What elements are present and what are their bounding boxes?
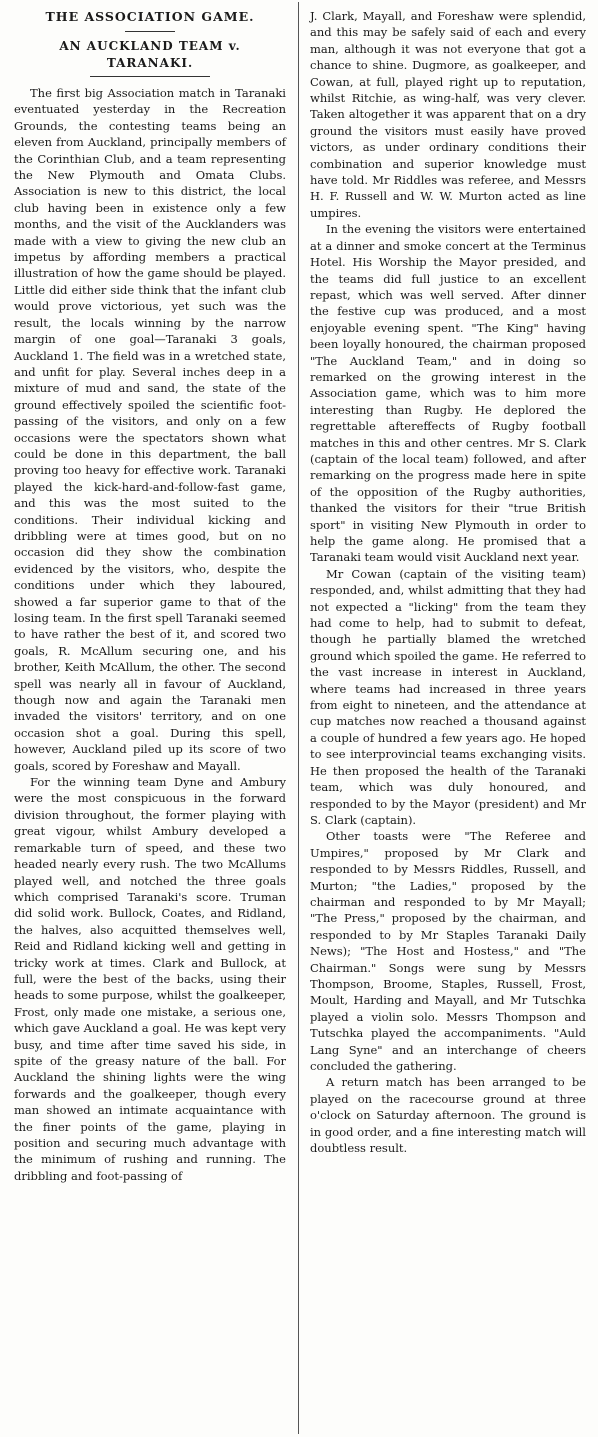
article-heading: THE ASSOCIATION GAME. xyxy=(45,9,255,24)
column-divider xyxy=(298,2,299,1434)
article-paragraph: J. Clark, Mayall, and Foreshaw were splendid, and this may be safely said of each and every man, although it was not everyone that got a chance to shine. Dugmore, as goalkeeper, and Cowan, at full, played right up to reputation, whilst Ritchie, as wing-half, was very clever. Taken altogether it was apparent that on a dry ground the visitors must easily have proved victors, as under ordinary conditions their combination and superior knowledge must have told. Mr Riddles was referee, and Messrs H. F. Russell and W. W. Murton acted as line umpires. xyxy=(310,9,586,220)
left-column xyxy=(14,8,286,1184)
article-paragraph: Mr Cowan (captain of the visiting team) responded, and, whilst admitting that they had not expected a "licking" from the team they had come to help, had to submit to defeat, though he partially blamed the wretched ground which spoiled the game. He referred to the vast increase in interest in Auckland, where teams had increased in three years from eight to nineteen, and the attendance at cup matches now reached a thousand against a couple of hundred a few years ago. He hoped to see interprovincial teams exchanging visits. He then proposed the health of the Taranaki team, which was duly honoured, and responded to by the Mayor (president) and Mr S. Clark (captain). xyxy=(310,566,586,827)
heading-rule xyxy=(125,31,175,32)
article-paragraph: A return match has been arranged to be played on the racecourse ground at three o'clock on Saturday afternoon. The ground is in good order, and a fine interesting match will doubtless result. xyxy=(310,1075,586,1156)
article-paragraph: The first big Association match in Taranaki eventuated yesterday in the Recreation Grounds, the contesting teams being an eleven from Auckland, principally members of the Corinthian Club, and a team representing the New Plymouth and Omata Clubs. Association is new to this district, the local club having been in existence only a few months, and the visit of the Aucklanders was made with a view to giving the new club an impetus by affording members a practical illustration of how the game should be played. Little did either side think that the infant club would prove victorious, yet such was the result, the locals winning by the narrow margin of one goal—Taranaki 3 goals, Auckland 1. The field was in a wretched state, and unfit for play. Several inches deep in a mixture of mud and sand, the state of the ground effectively spoiled the scientific foot-passing of the visitors, and only on a few occasions were the spectators shown what could be done in this department, the ball proving too heavy for effective work. Taranaki played the kick-hard-and-follow-fast game, and this was the most suited to the conditions. Their individual kicking and dribbling were at times good, but on no occasion did they show the combination evidenced by the visitors, who, despite the conditions under which they laboured, showed a far superior game to that of the losing team. In the first spell Taranaki seemed to have rather the best of it, and scored two goals, R. McAllum securing one, and his brother, Keith McAllum, the other. The second spell was nearly all in favour of Auckland, though now and again the Taranaki men invaded the visitors' territory, and on one occasion shot a goal. During this spell, however, Auckland piled up its score of two goals, scored by Foreshaw and Mayall. xyxy=(14,86,286,773)
subheading-rule xyxy=(90,76,210,77)
right-column xyxy=(310,8,586,1156)
article-paragraph: In the evening the visitors were entertained at a dinner and smoke concert at the Terminus Hotel. His Worship the Mayor presided, and the teams did full justice to an excellent repast, which was well served. After dinner the festive cup was produced, and a most enjoyable evening spent. "The King" having been loyally honoured, the chairman proposed "The Auckland Team," and in doing so remarked on the growing interest in the Association game, which was to him more interesting than Rugby. He deplored the regrettable aftereffects of Rugby football matches in this and other centres. Mr S. Clark (captain of the local team) followed, and after remarking on the progress made here in spite of the opposition of the Rugby authorities, thanked the visitors for their "true British sport" in visiting New Plymouth in order to help the game along. He promised that a Taranaki team would visit Auckland next year. xyxy=(310,222,586,565)
article-paragraph: Other toasts were "The Referee and Umpires," proposed by Mr Clark and responded to by Messrs Riddles, Russell, and Murton; "the Ladies," proposed by the chairman and responded to by Mr Mayall; "The Press," proposed by the chairman, and responded to by Mr Staples Taranaki Daily News); "The Host and Hostess," and "The Chairman." Songs were sung by Messrs Thompson, Broome, Staples, Russell, Frost, Moult, Harding and Mayall, and Mr Tutschka played a violin solo. Messrs Thompson and Tutschka played the accompaniments. "Auld Lang Syne" and an interchange of cheers concluded the gathering. xyxy=(310,829,586,1073)
article-subheading: AN AUCKLAND TEAM v. TARANAKI. xyxy=(59,39,241,70)
article-paragraph: For the winning team Dyne and Ambury were the most conspicuous in the forward division throughout, the former playing with great vigour, whilst Ambury developed a remarkable turn of speed, and these two headed nearly every rush. The two McAllums played well, and notched the three goals which comprised Taranaki's score. Truman did solid work. Bullock, Coates, and Ridland, the halves, also acquitted themselves well, Reid and Ridland kicking well and getting in tricky work at times. Clark and Bullock, at full, were the best of the backs, using their heads to some purpose, whilst the goalkeeper, Frost, only made one mistake, a serious one, which gave Auckland a goal. He was kept very busy, and time after time saved his side, in spite of the greasy nature of the ball. For Auckland the shining lights were the wing forwards and the goalkeeper, though every man showed an intimate acquaintance with the finer points of the game, playing in position and securing much advantage with the minimum of rushing and running. The dribbling and foot-passing of xyxy=(14,775,286,1183)
